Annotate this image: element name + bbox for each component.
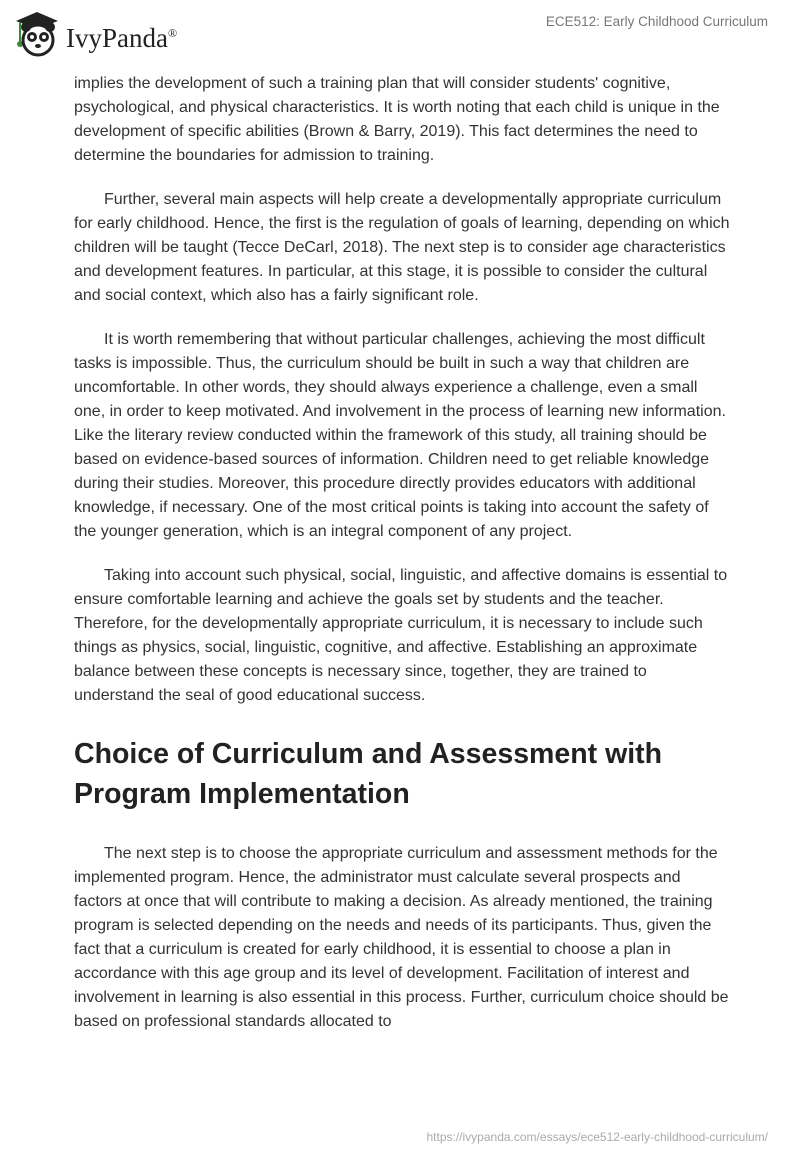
paragraph: implies the development of such a training plan that will consider students' cognitive, psychological, and physical characteristics. It is worth noting that each child is unique in the development of specific abilities (Brown & Barry, 2019). This fact determines the need to determine the boundaries for admission to training. [74,75,720,164]
paragraph: It is worth remembering that without particular challenges, achieving the most difficult tasks is impossible. Thus, the curriculum should be built in such a way that children are uncomfortable. In other words, they should always experience a challenge, even a small one, in order to keep motivated. And involvement in the process of learning new information. Like the literary review conducted within the framework of this study, all training should be based on evidence-based sources of information. Children need to get reliable knowledge during their studies. Moreover, this procedure directly provides educators with additional knowledge, if necessary. One of the most critical points is taking into account the safety of the younger generation, which is an integral component of any project. [74,331,726,540]
panda-logo-icon [12,8,62,58]
paragraph: Taking into account such physical, social, linguistic, and affective domains is essential to ensure comfortable learning and achieve the goals set by students and the teacher. Therefore, for the developmentally appropriate curriculum, it is necessary to include such things as physics, social, linguistic, cognitive, and affective. Establishing an approximate balance between these concepts is necessary since, together, they are trained to understand the seal of good educational success. [74,567,728,704]
paragraph: Further, several main aspects will help create a developmentally appropriate curriculum for early childhood. Hence, the first is the regulation of goals of learning, depending on which children will be taught (Tecce DeCarl, 2018). The next step is to consider age characteristics and development features. In particular, at this stage, it is possible to consider the cultural and social context, which also has a fairly significant role. [74,191,730,304]
ivypanda-logo[interactable] [12,8,177,58]
section-heading: Choice of Curriculum and Assessment with Program Implementation [74,738,663,810]
footer-url-link[interactable]: https://ivypanda.com/essays/ece512-early-childhood-curriculum/ [426,1130,768,1144]
essay-content [74,72,730,1054]
paragraph: The next step is to choose the appropriate curriculum and assessment methods for the implemented program. Hence, the administrator must calculate several prospects and factors at once that will contribute to making a decision. As already mentioned, the training program is selected depending on the needs and needs of its participants. Thus, given the fact that a curriculum is created for early childhood, it is essential to choose a plan in accordance with this age group and its level of development. Facilitation of interest and involvement in learning is also essential in this process. Further, curriculum choice should be based on professional standards allocated to [74,845,729,1030]
document-title: ECE512: Early Childhood Curriculum [545,14,768,29]
logo-text: IvyPanda® [66,22,178,53]
